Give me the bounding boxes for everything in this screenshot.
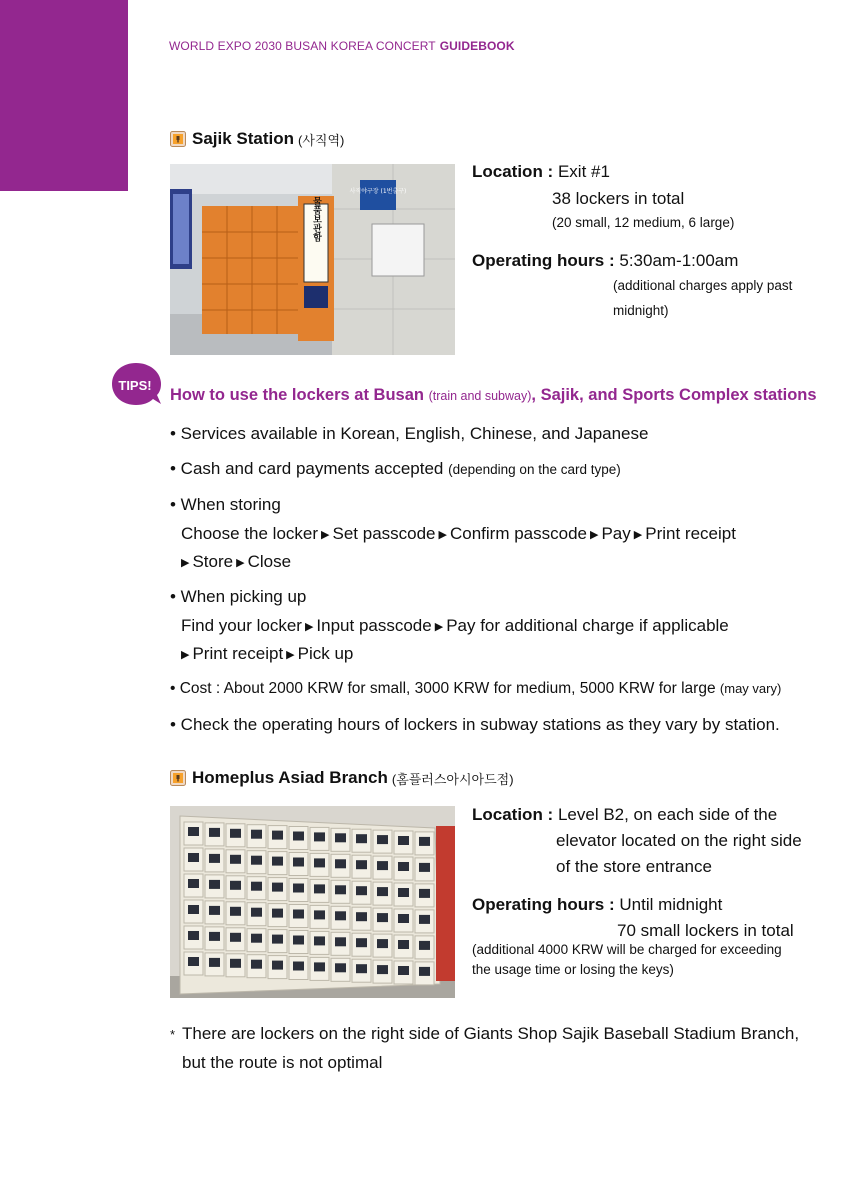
locker-window bbox=[293, 936, 304, 945]
pickup-step: Pick up bbox=[297, 644, 354, 663]
homeplus-note-2: the usage time or losing the keys) bbox=[472, 962, 674, 977]
homeplus-lockers-total: 70 small lockers in total bbox=[617, 921, 794, 940]
locker-window bbox=[272, 961, 283, 970]
locker-window bbox=[272, 831, 283, 840]
photo-blue-sign-text: 사직야구장 (1번출구) bbox=[349, 188, 407, 195]
arrow-icon: ▶ bbox=[181, 649, 190, 661]
corner-accent-block bbox=[0, 0, 128, 191]
homeplus-title-kr: (홈플러스아시아드점) bbox=[391, 771, 514, 787]
locker-window bbox=[272, 909, 283, 918]
sajik-location-label: Location : bbox=[472, 162, 554, 181]
locker-window bbox=[251, 934, 262, 943]
homeplus-location-line-1: Level B2, on each side of the bbox=[557, 805, 778, 824]
tips-bullet-cost-note: (may vary) bbox=[719, 681, 782, 696]
locker-window bbox=[293, 858, 304, 867]
locker-window bbox=[314, 962, 325, 971]
sajik-section-title bbox=[170, 129, 344, 149]
footnote-line-2: but the route is not optimal bbox=[182, 1053, 383, 1072]
storing-step: Store bbox=[192, 552, 234, 571]
sajik-hours-note-2: midnight) bbox=[613, 303, 669, 318]
locker-window bbox=[419, 889, 430, 898]
storing-steps-line-1 bbox=[181, 524, 736, 544]
locker-window bbox=[398, 836, 409, 845]
locker-window bbox=[314, 884, 325, 893]
header-title: WORLD EXPO 2030 BUSAN KOREA CONCERT bbox=[169, 39, 436, 53]
arrow-icon: ▶ bbox=[304, 621, 314, 633]
locker-window bbox=[419, 915, 430, 924]
locker-window bbox=[314, 832, 325, 841]
tips-heading-b: , Sajik, and Sports Complex stations bbox=[531, 386, 817, 404]
homeplus-section-title bbox=[170, 768, 514, 788]
locker-window bbox=[335, 833, 346, 842]
sajik-lockers-breakdown: (20 small, 12 medium, 6 large) bbox=[552, 215, 735, 230]
locker-window bbox=[335, 885, 346, 894]
locker-window bbox=[377, 861, 388, 870]
storing-step: Choose the locker bbox=[181, 524, 319, 543]
tips-heading-small: (train and subway) bbox=[428, 389, 532, 403]
arrow-icon: ▶ bbox=[181, 557, 190, 569]
locker-window bbox=[230, 933, 241, 942]
tips-bullet-pickup: • When picking up bbox=[170, 587, 307, 606]
sajik-location-value: Exit #1 bbox=[557, 162, 610, 181]
locker-window bbox=[419, 941, 430, 950]
locker-window bbox=[398, 888, 409, 897]
storing-steps-line-2 bbox=[181, 552, 291, 572]
tips-bullet-cost bbox=[170, 680, 781, 698]
arrow-icon: ▶ bbox=[633, 529, 643, 541]
locker-window bbox=[398, 862, 409, 871]
locker-window bbox=[377, 835, 388, 844]
locker-window bbox=[230, 829, 241, 838]
storing-step: Set passcode bbox=[332, 524, 436, 543]
tips-bullet-hours: • Check the operating hours of lockers in subway stations as they vary by station. bbox=[170, 715, 780, 734]
locker-icon bbox=[170, 770, 186, 786]
locker-window bbox=[335, 859, 346, 868]
locker-window bbox=[293, 910, 304, 919]
homeplus-hours-value: Until midnight bbox=[619, 895, 723, 914]
locker-window bbox=[419, 837, 430, 846]
locker-window bbox=[209, 854, 220, 863]
locker-window bbox=[251, 830, 262, 839]
locker-window bbox=[251, 960, 262, 969]
locker-window bbox=[209, 880, 220, 889]
storing-step: Print receipt bbox=[645, 524, 736, 543]
locker-window bbox=[398, 966, 409, 975]
footnote-line-1: There are lockers on the right side of Giants Shop Sajik Baseball Stadium Branch, bbox=[182, 1024, 800, 1043]
locker-icon bbox=[170, 131, 186, 147]
homeplus-locker-photo bbox=[170, 806, 455, 998]
page-header bbox=[169, 39, 515, 53]
locker-window bbox=[188, 827, 199, 836]
tips-heading bbox=[170, 386, 817, 405]
locker-window bbox=[356, 964, 367, 973]
locker-window bbox=[293, 962, 304, 971]
locker-window bbox=[230, 959, 241, 968]
homeplus-location-line-3: of the store entrance bbox=[556, 857, 712, 876]
tips-bullet-payments bbox=[170, 459, 621, 479]
locker-window bbox=[251, 882, 262, 891]
locker-window bbox=[377, 913, 388, 922]
arrow-icon: ▶ bbox=[321, 529, 330, 541]
arrow-icon: ▶ bbox=[286, 649, 295, 661]
locker-window bbox=[314, 936, 325, 945]
pickup-steps-line-2 bbox=[181, 644, 353, 664]
pickup-step: Input passcode bbox=[316, 616, 432, 635]
locker-window bbox=[335, 963, 346, 972]
pickup-step: Print receipt bbox=[192, 644, 284, 663]
locker-window bbox=[230, 907, 241, 916]
sajik-title: Sajik Station bbox=[192, 129, 295, 148]
sajik-hours-label: Operating hours : bbox=[472, 251, 615, 270]
locker-window bbox=[377, 887, 388, 896]
locker-window bbox=[356, 886, 367, 895]
homeplus-location-label: Location : bbox=[472, 805, 554, 824]
locker-window bbox=[356, 834, 367, 843]
locker-window bbox=[335, 937, 346, 946]
locker-window bbox=[188, 905, 199, 914]
tips-bullet-storing: • When storing bbox=[170, 495, 281, 514]
locker-window bbox=[398, 914, 409, 923]
tips-badge-text: TIPS! bbox=[118, 378, 152, 393]
header-guidebook: GUIDEBOOK bbox=[439, 39, 515, 53]
arrow-icon: ▶ bbox=[236, 557, 245, 569]
locker-window bbox=[377, 939, 388, 948]
locker-window bbox=[272, 935, 283, 944]
locker-window bbox=[314, 910, 325, 919]
locker-window bbox=[209, 906, 220, 915]
locker-window bbox=[356, 860, 367, 869]
tips-bullet-languages: • Services available in Korean, English, Chinese, and Japanese bbox=[170, 424, 649, 443]
tips-bullet-payments-note: (depending on the card type) bbox=[448, 462, 621, 477]
locker-window bbox=[230, 855, 241, 864]
locker-window bbox=[419, 967, 430, 976]
homeplus-location-line-2: elevator located on the right side bbox=[556, 831, 802, 850]
sajik-info bbox=[472, 160, 822, 330]
photo-locker-sign-text: 물품보관함 bbox=[311, 196, 321, 242]
sajik-hours-value: 5:30am-1:00am bbox=[619, 251, 739, 270]
sajik-title-kr: (사직역) bbox=[298, 132, 345, 148]
sajik-locker-photo bbox=[170, 164, 455, 355]
locker-window bbox=[230, 881, 241, 890]
homeplus-info bbox=[472, 803, 822, 983]
locker-window bbox=[335, 911, 346, 920]
arrow-icon: ▶ bbox=[590, 529, 599, 541]
storing-step: Confirm passcode bbox=[449, 524, 587, 543]
sajik-hours-note-1: (additional charges apply past bbox=[613, 278, 793, 293]
locker-window bbox=[209, 958, 220, 967]
locker-window bbox=[377, 965, 388, 974]
homeplus-hours-label: Operating hours : bbox=[472, 895, 615, 914]
locker-window bbox=[272, 883, 283, 892]
locker-window bbox=[251, 856, 262, 865]
locker-window bbox=[188, 879, 199, 888]
locker-window bbox=[356, 938, 367, 947]
arrow-icon: ▶ bbox=[438, 529, 447, 541]
storing-step: Close bbox=[247, 552, 292, 571]
homeplus-note-1: (additional 4000 KRW will be charged for exceeding bbox=[472, 942, 782, 957]
footnote-star: * bbox=[170, 1027, 176, 1042]
sajik-lockers-total: 38 lockers in total bbox=[552, 189, 685, 208]
pickup-step: Find your locker bbox=[181, 616, 302, 635]
locker-window bbox=[188, 957, 199, 966]
locker-window bbox=[398, 940, 409, 949]
pickup-steps-line-1 bbox=[181, 616, 729, 636]
locker-window bbox=[293, 884, 304, 893]
locker-window bbox=[293, 832, 304, 841]
arrow-icon: ▶ bbox=[434, 621, 444, 633]
homeplus-title: Homeplus Asiad Branch bbox=[192, 768, 388, 787]
locker-window bbox=[209, 828, 220, 837]
locker-window bbox=[356, 912, 367, 921]
locker-window bbox=[272, 857, 283, 866]
pickup-step: Pay for additional charge if applicable bbox=[446, 616, 729, 635]
footnote bbox=[170, 1020, 799, 1077]
tips-heading-a: How to use the lockers at Busan bbox=[170, 386, 424, 404]
storing-step: Pay bbox=[601, 524, 631, 543]
tips-badge bbox=[111, 362, 162, 408]
tips-bullet-cost-text: • Cost : About 2000 KRW for small, 3000 KRW for medium, 5000 KRW for large bbox=[170, 680, 716, 697]
locker-window bbox=[251, 908, 262, 917]
locker-window bbox=[188, 931, 199, 940]
locker-window bbox=[188, 853, 199, 862]
locker-window bbox=[419, 863, 430, 872]
locker-window bbox=[209, 932, 220, 941]
tips-bullet-payments-text: • Cash and card payments accepted bbox=[170, 459, 444, 478]
locker-window bbox=[314, 858, 325, 867]
